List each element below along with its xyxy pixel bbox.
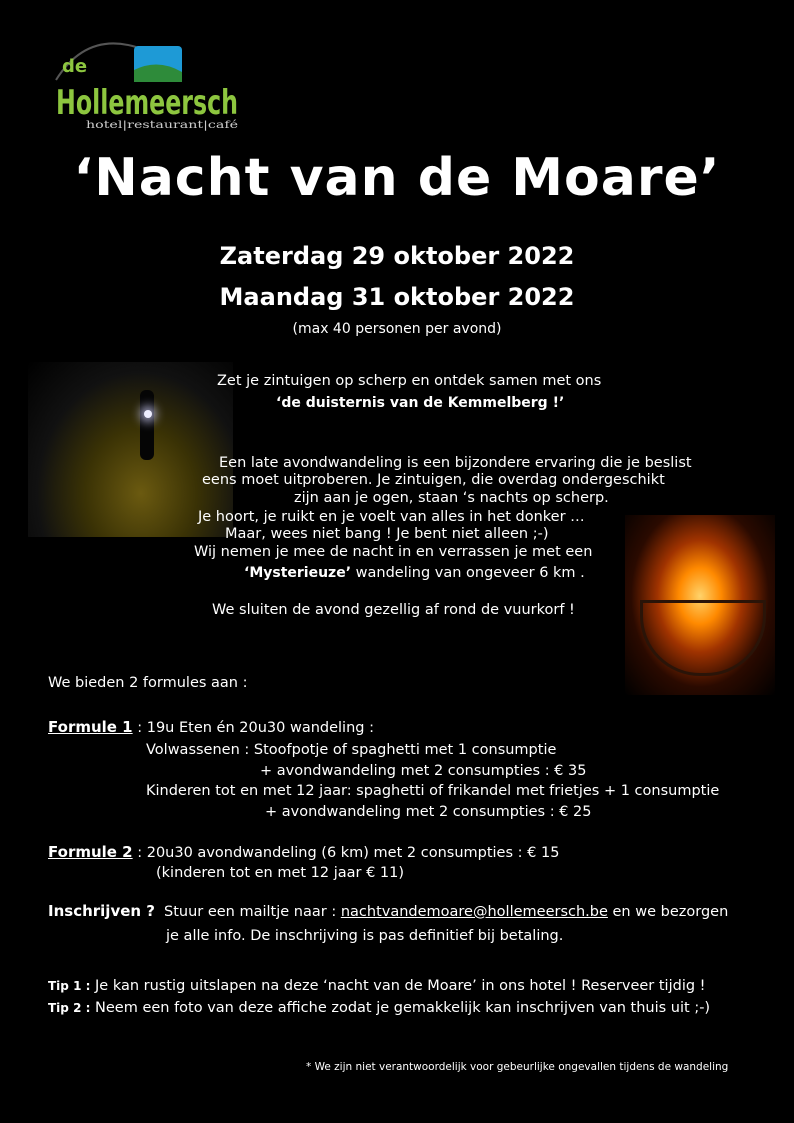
tip-1-text: Je kan rustig uitslapen na deze ‘nacht van de Moare’ in ons hotel ! Reserveer tijdig ! xyxy=(90,978,706,994)
formule-1-line-4: + avondwandeling met 2 consumpties : € 25 xyxy=(265,804,592,820)
formule-2-label: Formule 2 xyxy=(48,843,133,861)
offer-intro: We bieden 2 formules aan : xyxy=(48,675,248,691)
description-line-6: Wij nemen je mee de nacht in en verrassen je met een xyxy=(194,544,593,560)
formule-1-label: Formule 1 xyxy=(48,718,133,736)
inschrijven-post: en we bezorgen xyxy=(607,904,729,920)
closing-line: We sluiten de avond gezellig af rond de vuurkorf ! xyxy=(212,602,575,618)
mystery-rest: wandeling van ongeveer 6 km . xyxy=(351,565,585,581)
formule-1-line-3: Kinderen tot en met 12 jaar: spaghetti of frikandel met frietjes + 1 consumptie xyxy=(146,783,720,799)
inschrijven-pre: Stuur een mailtje naar : xyxy=(164,904,341,920)
date-saturday: Zaterdag 29 oktober 2022 xyxy=(219,242,575,270)
description-line-2: eens moet uitproberen. Je zintuigen, die overdag ondergeschikt xyxy=(202,472,665,488)
inschrijven-line-1 xyxy=(164,904,728,920)
tip-1-label: Tip 1 : xyxy=(48,979,91,993)
description-line-1: Een late avondwandeling is een bijzondere ervaring die je beslist xyxy=(219,455,692,471)
tip-2-label: Tip 2 : xyxy=(48,1001,91,1015)
intro-line-2: ‘de duisternis van de Kemmelberg !’ xyxy=(276,395,565,411)
logo-graphic xyxy=(46,32,246,132)
logo-small-text: de xyxy=(62,56,88,77)
intro-line-1: Zet je zintuigen op scherp en ontdek samen met ons xyxy=(217,373,602,389)
formule-1-header xyxy=(48,718,374,736)
inschrijven-label: Inschrijven ? xyxy=(48,902,155,920)
capacity-note: (max 40 personen per avond) xyxy=(292,321,502,337)
page-title: ‘Nacht van de Moare’ xyxy=(73,148,721,208)
logo-tagline: hotel|restaurant|café xyxy=(86,119,199,131)
formule-2-head: : 20u30 avondwandeling (6 km) met 2 consumpties : € 15 xyxy=(132,845,560,861)
description-line-3: zijn aan je ogen, staan ‘s nachts op scherp. xyxy=(294,490,609,506)
fire-basket-photo xyxy=(625,515,775,695)
walker-silhouette xyxy=(140,390,154,460)
description-line-5: Maar, wees niet bang ! Je bent niet alleen ;-) xyxy=(225,526,549,542)
description-line-7 xyxy=(244,565,585,581)
formule-1-line-1: Volwassenen : Stoofpotje of spaghetti met 1 consumptie xyxy=(146,742,557,758)
description-line-4: Je hoort, je ruikt en je voelt van alles in het donker … xyxy=(198,509,585,525)
hollemeersch-logo xyxy=(46,32,246,132)
date-monday: Maandag 31 oktober 2022 xyxy=(219,283,575,311)
inschrijven-line-2: je alle info. De inschrijving is pas definitief bij betaling. xyxy=(166,928,564,944)
mystery-word: ‘Mysterieuze’ xyxy=(244,565,352,581)
tip-2 xyxy=(48,1000,710,1016)
email-link[interactable]: nachtvandemoare@hollemeersch.be xyxy=(340,904,608,920)
formule-2-header xyxy=(48,843,559,861)
flashlight-glow xyxy=(144,410,152,418)
formule-1-line-2: + avondwandeling met 2 consumpties : € 35 xyxy=(260,763,587,779)
tip-2-text: Neem een foto van deze affiche zodat je gemakkelijk kan inschrijven van thuis uit ;-) xyxy=(90,1000,711,1016)
logo-name: Hollemeersch xyxy=(56,83,238,123)
formule-2-line: (kinderen tot en met 12 jaar € 11) xyxy=(156,865,405,881)
disclaimer: * We zijn niet verantwoordelijk voor gebeurlijke ongevallen tijdens de wandeling xyxy=(306,1061,729,1073)
tip-1 xyxy=(48,978,705,994)
fire-basket xyxy=(640,600,766,676)
formule-1-head: : 19u Eten én 20u30 wandeling : xyxy=(132,720,374,736)
